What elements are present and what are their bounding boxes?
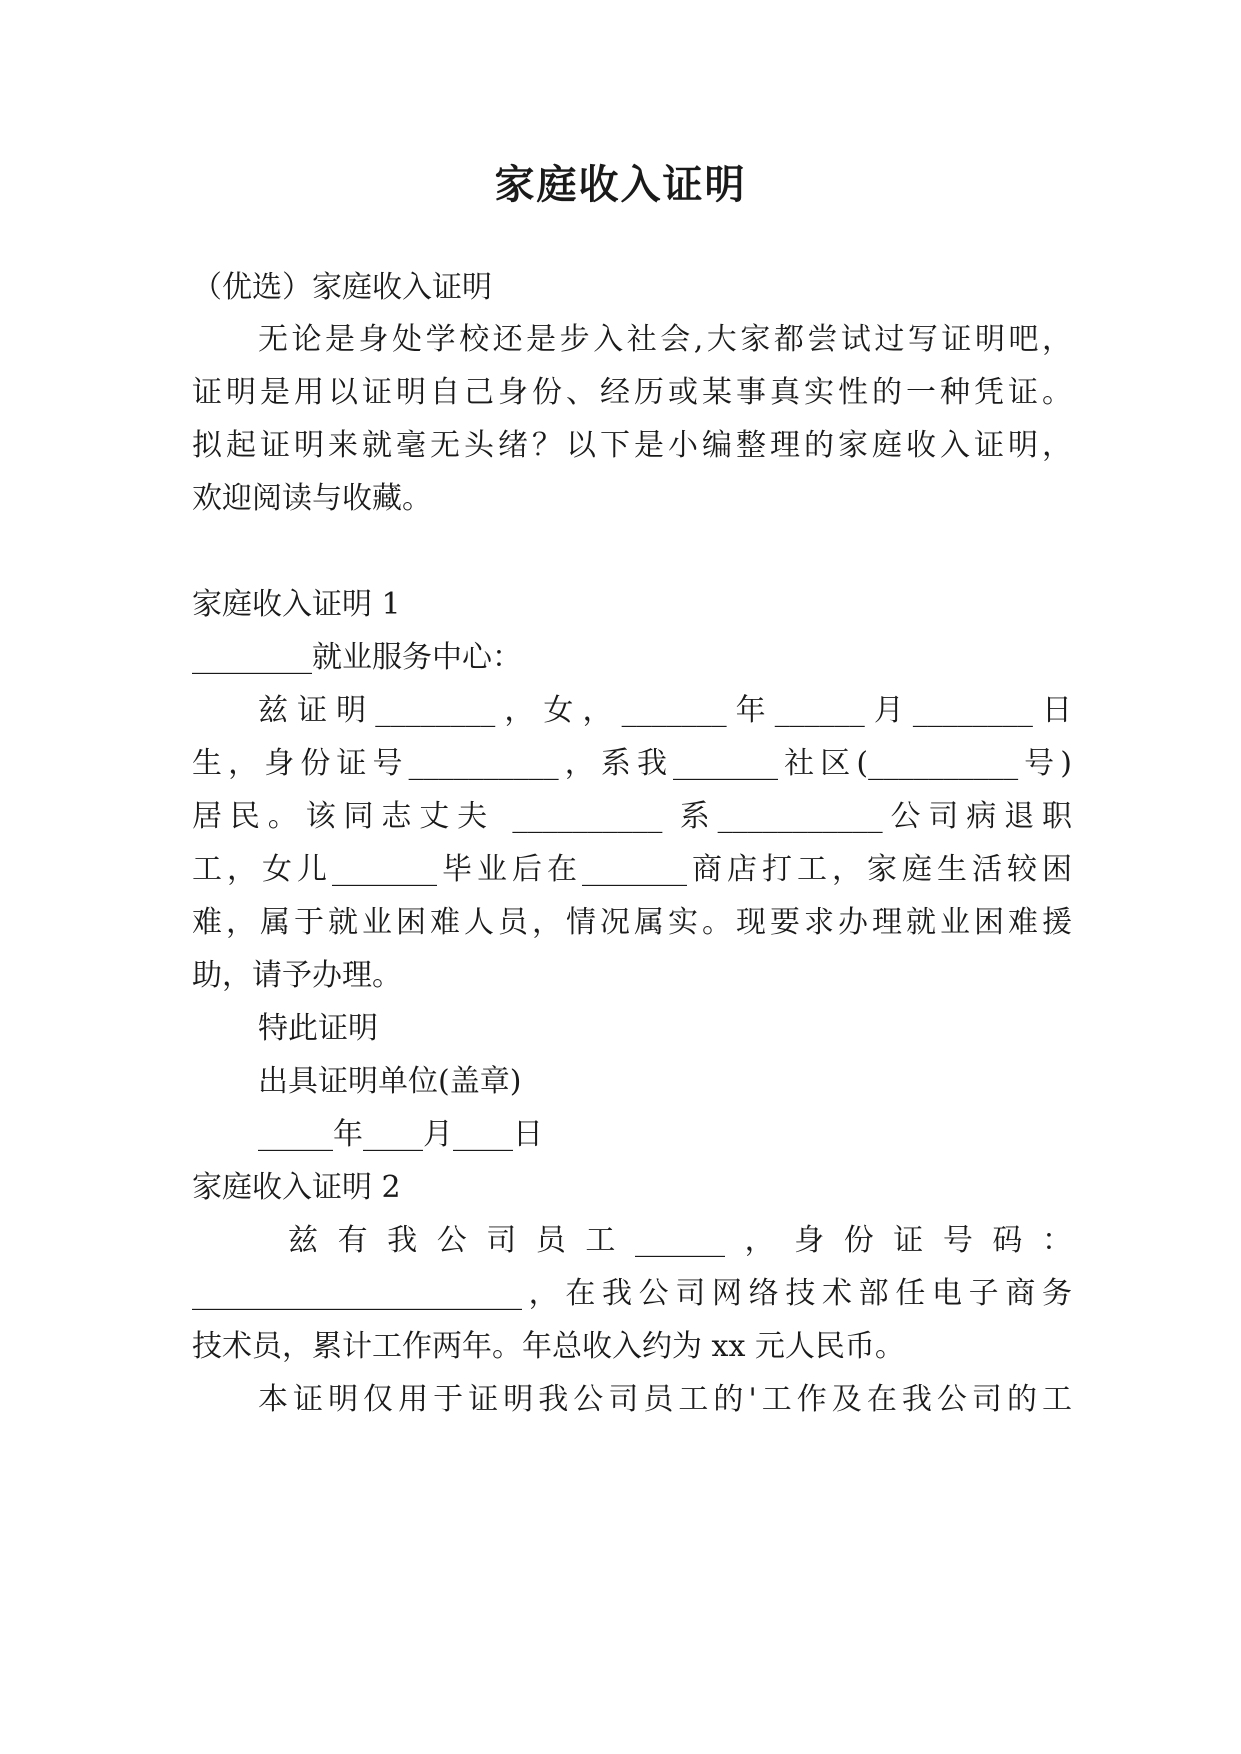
intro-line-3: 拟起证明来就毫无头绪？以下是小编整理的家庭收入证明，: [192, 428, 1072, 463]
section2-heading: 家庭收入证明 2: [192, 1170, 401, 1205]
section1-addressee: ________就业服务中心：: [192, 640, 522, 675]
section2-body-line-3: 技术员，累计工作两年。年总收入约为 xx 元人民币。: [192, 1329, 905, 1364]
intro-line-2: 证明是用以证明自己身份、经历或某事真实性的一种凭证。: [192, 375, 1072, 410]
document-title: 家庭收入证明: [494, 161, 747, 208]
document-subtitle: （优选）家庭收入证明: [192, 270, 492, 305]
section2-body-line-4: 本证明仅用于证明我公司员工的'工作及在我公司的工: [258, 1382, 1072, 1417]
section2-body-line-1: 兹有我公司员工______，身份证号码：: [288, 1223, 1072, 1258]
section1-date: _____年____月____日: [258, 1117, 543, 1152]
section1-body-line-2: 生，身份证号__________，系我_______社区(__________号): [192, 746, 1072, 781]
section1-body-line-4: 工，女儿_______毕业后在_______商店打工，家庭生活较困: [192, 852, 1072, 887]
section2-body-line-2: ______________________，在我公司网络技术部任电子商务: [192, 1276, 1072, 1311]
section1-body-line-6: 助，请予办理。: [192, 958, 402, 993]
intro-line-4: 欢迎阅读与收藏。: [192, 481, 432, 516]
section1-body-line-1: 兹证明________，女，_______年______月________日: [258, 693, 1072, 728]
intro-line-1: 无论是身处学校还是步入社会,大家都尝试过写证明吧，: [258, 322, 1072, 357]
section1-heading: 家庭收入证明 1: [192, 587, 401, 622]
section1-closing: 特此证明: [258, 1011, 378, 1046]
section1-issuer: 出具证明单位(盖章): [258, 1064, 522, 1099]
section1-body-line-3: 居民。该同志丈夫 __________ 系___________公司病退职: [192, 799, 1072, 834]
section1-body-line-5: 难，属于就业困难人员，情况属实。现要求办理就业困难援: [192, 905, 1072, 940]
